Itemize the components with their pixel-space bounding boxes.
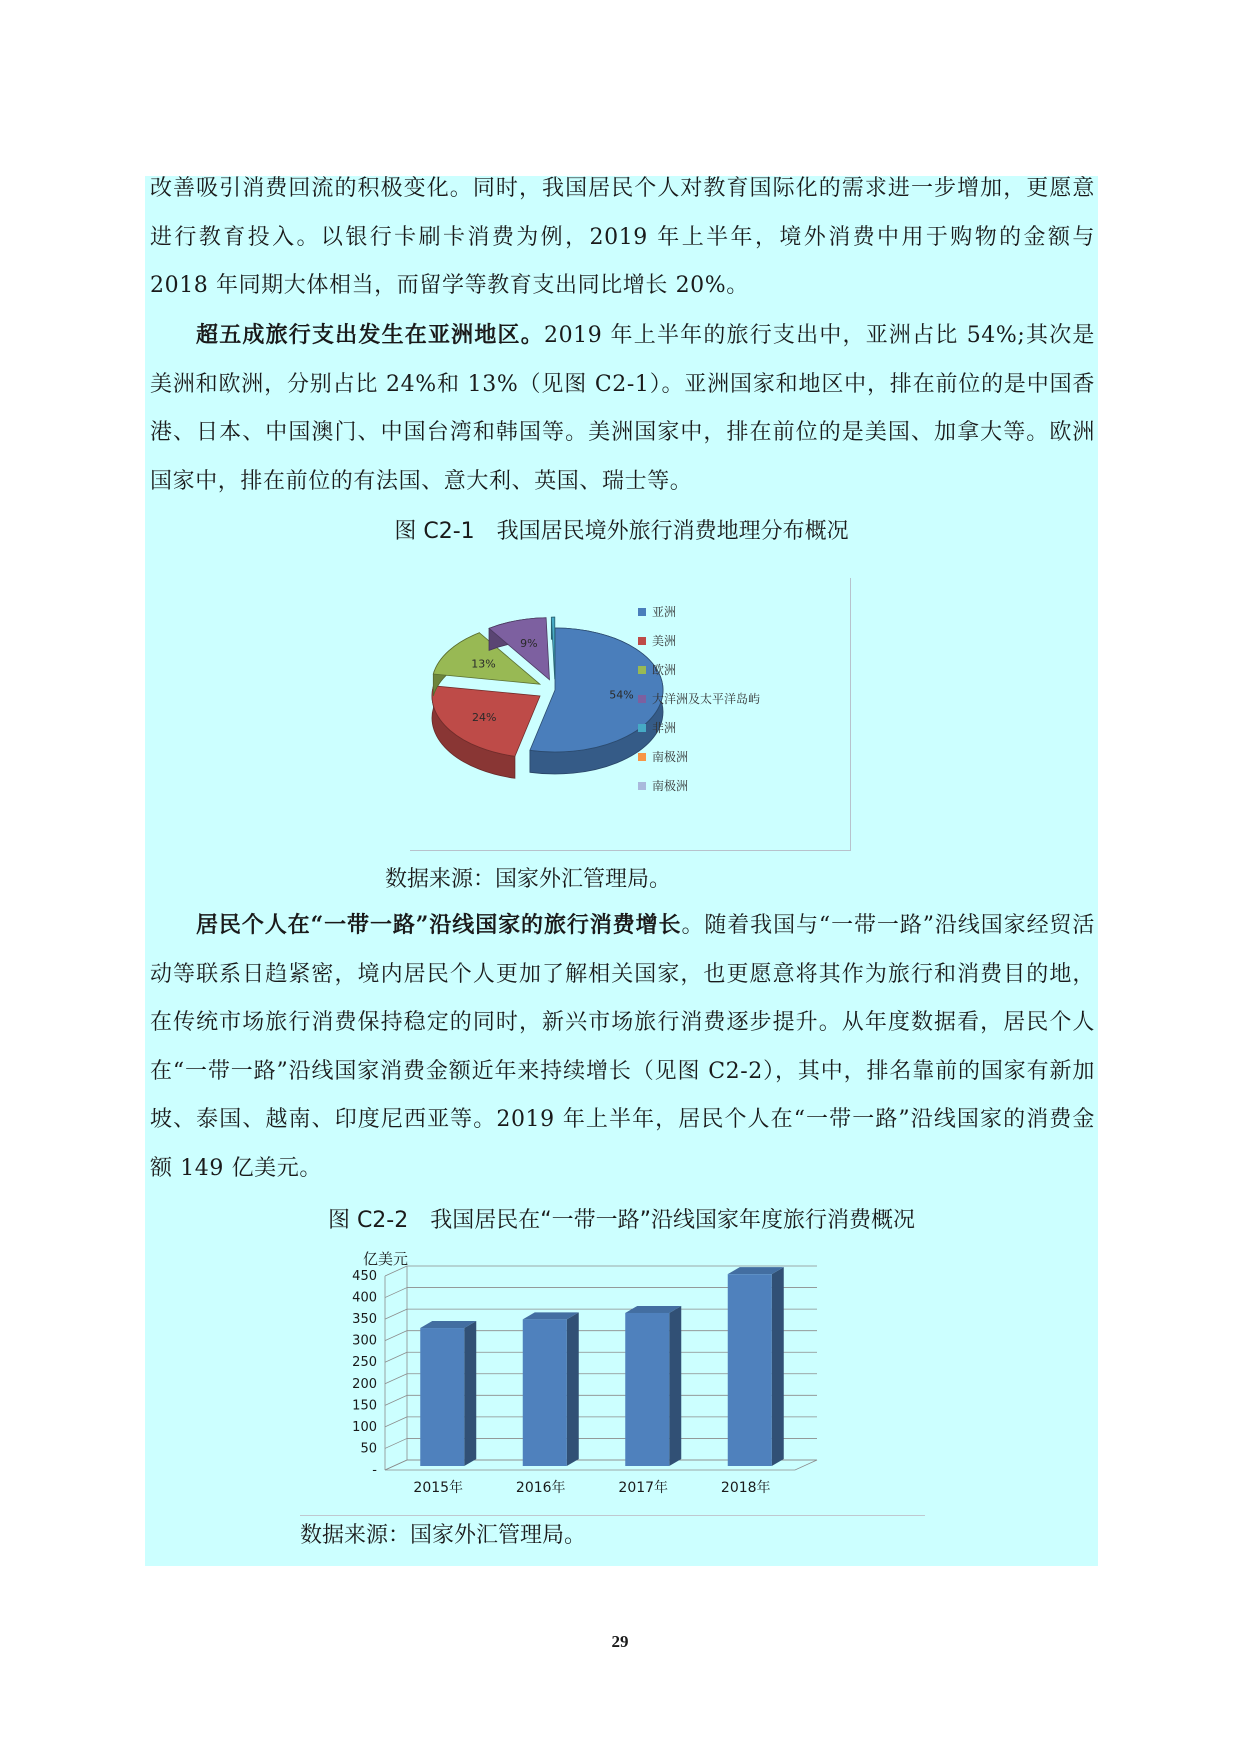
pie-slice-4 [551, 617, 554, 679]
pie-legend-label-3: 大洋洲及太平洋岛屿 [652, 692, 761, 706]
y-tick-label-0: - [372, 1463, 377, 1478]
bar-chart-x-ticks [413, 1479, 770, 1496]
bar-1 [523, 1319, 567, 1466]
paragraph-2-heading: 超五成旅行支出发生在亚洲地区。 [196, 322, 544, 348]
figure-1-source: 数据来源：国家外汇管理局。 [385, 867, 672, 892]
pie-legend [638, 605, 760, 793]
x-tick-label-0: 2015年 [413, 1480, 464, 1496]
gridline-side [385, 1438, 407, 1448]
paragraph-3-text: 。随着我国与“一带一路”沿线国家经贸活动等联系日趋紧密，境内居民个人更加了解相关国家，也更愿意将其作为旅行和消费目的地，在传统市场旅行消费保持稳定的同时，新兴市场旅行消费逐步提升。从年度数据看，居民个人在“一带一路”沿线国家消费金额近年来持续增长（见图 C2-2），其中，排名靠前的国家有新加坡、泰国、越南、印度尼西亚等。2019 年上半年，居民个人在“一带一路”沿线国家的消费金额 149 亿美元。 [150, 913, 1095, 1181]
paragraph-2 [150, 311, 1095, 506]
figure-1-title: 图 C2-1 我国居民境外旅行消费地理分布概况 [394, 519, 849, 544]
bar-side-0 [464, 1321, 476, 1466]
pie-legend-swatch-6 [638, 782, 646, 790]
gridline-side [385, 1374, 407, 1384]
pie-legend-swatch-1 [638, 637, 646, 645]
bar-0 [420, 1328, 464, 1466]
x-tick-label-3: 2018年 [720, 1480, 771, 1496]
bar-2 [625, 1313, 669, 1466]
pie-legend-swatch-2 [638, 666, 646, 674]
pie-data-label-1: 24% [471, 711, 497, 725]
bar-3 [728, 1274, 772, 1466]
bar-chart [345, 1250, 905, 1500]
gridline-side [385, 1395, 407, 1405]
paragraph-3-heading: 居民个人在“一带一路”沿线国家的旅行消费增长 [196, 912, 682, 938]
pie-legend-swatch-3 [638, 695, 646, 703]
figure-2-source: 数据来源：国家外汇管理局。 [300, 1523, 587, 1548]
y-tick-label-2: 100 [352, 1419, 377, 1435]
pie-legend-label-4: 非洲 [652, 721, 677, 735]
gridline-side [385, 1309, 407, 1319]
paragraph-1 [150, 165, 1095, 311]
pie-legend-swatch-4 [638, 724, 646, 732]
paragraph-3 [150, 901, 1095, 1193]
gridline-side [385, 1417, 407, 1427]
bar-side-1 [567, 1312, 579, 1466]
bar-side-3 [772, 1267, 784, 1466]
pie-legend-swatch-5 [638, 753, 646, 761]
figure-2-title: 图 C2-2 我国居民在“一带一路”沿线国家年度旅行消费概况 [327, 1208, 916, 1233]
bar-chart-bars [420, 1267, 784, 1466]
paragraph-2-text: 2019 年上半年的旅行支出中，亚洲占比 54%;其次是美洲和欧洲，分别占比 24%和 13%（见图 C2-1）。亚洲国家和地区中，排在前位的是中国香港、日本、中国澳门、中国台湾和韩国等。美洲国家中，排在前位的是美国、加拿大等。欧洲国家中，排在前位的有法国、意大利、英国、瑞士等。 [150, 323, 1095, 494]
y-tick-label-5: 250 [352, 1355, 377, 1371]
y-tick-label-1: 50 [360, 1441, 377, 1457]
x-tick-label-2: 2017年 [618, 1480, 669, 1496]
pie-legend-label-2: 欧洲 [652, 663, 677, 677]
pie-legend-label-1: 美洲 [652, 634, 677, 648]
y-tick-label-4: 200 [352, 1376, 377, 1392]
page-number: 29 [611, 1632, 629, 1651]
paragraph-1-text: 改善吸引消费回流的积极变化。同时，我国居民个人对教育国际化的需求进一步增加，更愿意进行教育投入。以银行卡刷卡消费为例，2019 年上半年，境外消费中用于购物的金额与 2018 年同期大体相当，而留学等教育支出同比增长 20%。 [150, 176, 1095, 298]
pie-chart-frame [410, 578, 851, 851]
y-tick-label-9: 450 [352, 1269, 377, 1284]
y-tick-label-7: 350 [352, 1312, 377, 1328]
gridline-side [385, 1288, 407, 1298]
y-tick-label-8: 400 [352, 1290, 377, 1306]
pie-data-label-0: 54% [609, 688, 634, 702]
pie-data-label-3: 9% [520, 637, 538, 651]
bar-chart-y-ticks [352, 1269, 377, 1478]
figure-2-rule [300, 1515, 925, 1516]
pie-data-label-2: 13% [471, 657, 496, 671]
bar-side-2 [669, 1306, 681, 1466]
bar-chart-y-axis-label: 亿美元 [363, 1250, 409, 1268]
pie-legend-label-5: 南极洲 [652, 750, 689, 764]
gridline-side [385, 1331, 407, 1341]
pie-legend-swatch-0 [638, 608, 646, 616]
y-tick-label-3: 150 [352, 1398, 377, 1414]
x-tick-label-1: 2016年 [515, 1480, 566, 1496]
pie-legend-label-6: 南极洲 [652, 779, 689, 793]
pie-chart [410, 578, 850, 850]
gridline-side [385, 1352, 407, 1362]
pie-legend-label-0: 亚洲 [652, 605, 677, 619]
y-tick-label-6: 300 [352, 1333, 377, 1349]
